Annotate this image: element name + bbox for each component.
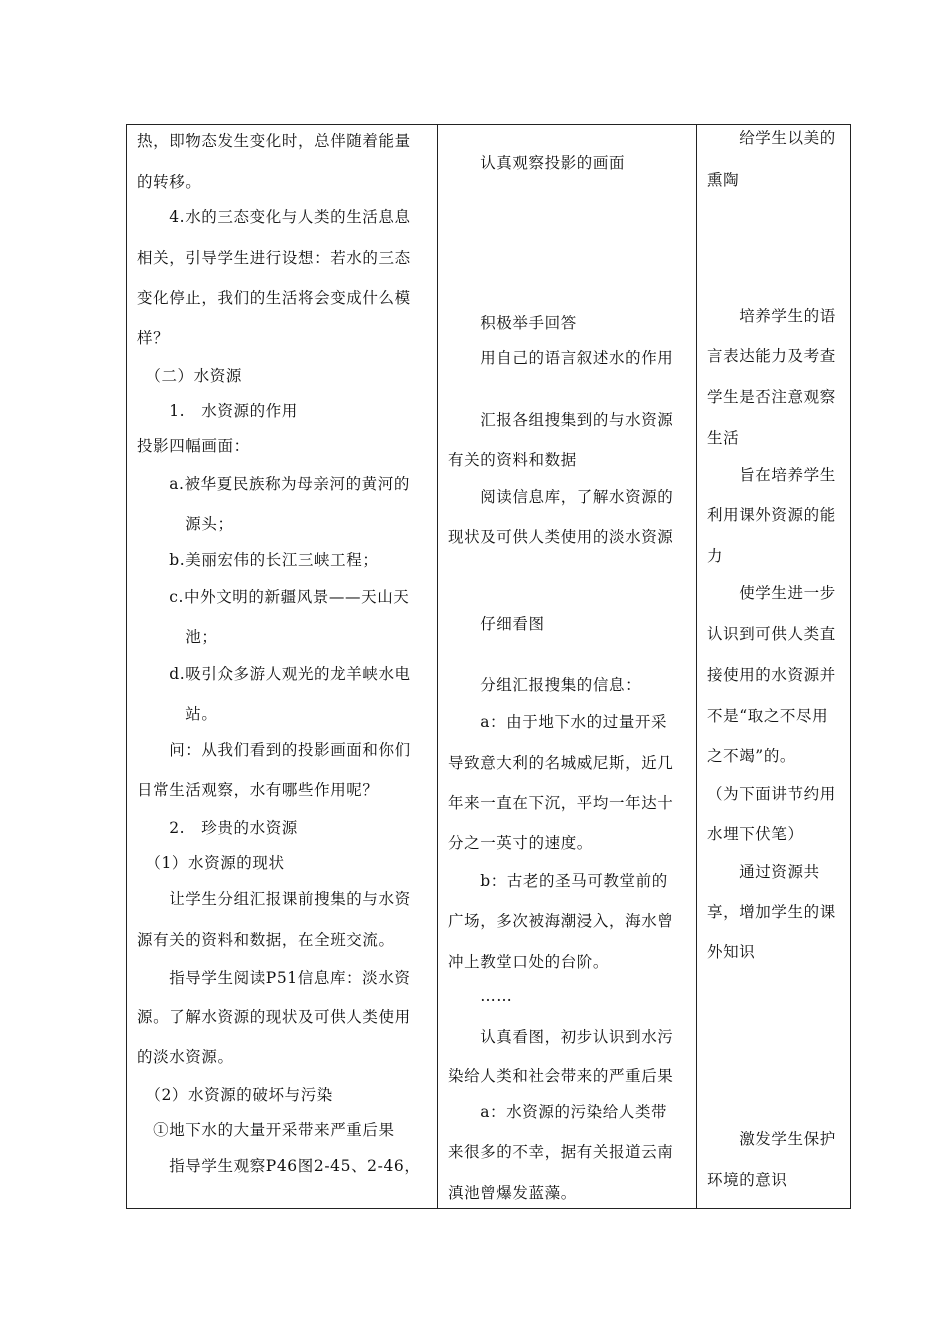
text-line: 问：从我们看到的投影画面和你们 [137,741,411,759]
text-line: 学生是否注意观察 [707,388,836,406]
text-line: b：古老的圣马可教堂前的 [448,872,668,890]
text-line: 指导学生观察P46图2-45、2-46， [137,1157,421,1175]
text-line: 阅读信息库，了解水资源的 [448,488,674,506]
text-line: 享，增加学生的课 [707,903,836,921]
teacher-activity-cell [127,125,438,1209]
text-line: 认真观察投影的画面 [448,154,626,172]
design-intent-cell [697,125,851,1209]
ellipsis-text: …… [448,987,513,1005]
lesson-plan-table [126,124,851,1209]
text-line: 认识到可供人类直 [707,625,836,643]
text-line: 力 [707,547,724,565]
student-activity-cell [438,125,697,1209]
text-line: 仔细看图 [448,615,545,633]
text-line: 热，即物态发生变化时，总伴随着能量 [137,132,411,150]
text-line: 旨在培养学生 [707,466,836,484]
text-line: ①地下水的大量开采带来严重后果 [137,1121,395,1139]
text-line: 冲上教堂口处的台阶。 [448,953,610,971]
list-item: a.被华夏民族称为母亲河的黄河的 [137,475,410,493]
text-line: 汇报各组搜集到的与水资源 [448,411,674,429]
text-line: 通过资源共 [707,863,820,881]
text-line: 染给人类和社会带来的严重后果 [448,1067,674,1085]
text-line: 的淡水资源。 [137,1048,234,1066]
text-line: 使学生进一步 [707,584,836,602]
list-item: 池； [137,628,218,646]
text-line: 投影四幅画面： [137,437,250,455]
subsection-heading: （2）水资源的破坏与污染 [137,1086,333,1104]
text-line: 用自己的语言叙述水的作用 [448,349,674,367]
section-heading: （二）水资源 [137,367,242,385]
text-line: a：水资源的污染给人类带 [448,1103,668,1121]
text-line: 激发学生保护 [707,1130,836,1148]
text-line: 培养学生的语 [707,307,836,325]
list-item: 源头； [137,515,234,533]
text-line: 现状及可供人类使用的淡水资源 [448,528,674,546]
text-line: 源。了解水资源的现状及可供人类使用 [137,1008,411,1026]
text-line: 外知识 [707,943,756,961]
list-item: d.吸引众多游人观光的龙羊峡水电 [137,665,411,683]
text-line: 熏陶 [707,171,740,189]
text-line: 指导学生阅读P51信息库：淡水资 [137,969,411,987]
text-line: 之不竭”的。 [707,747,797,765]
table-row [127,125,851,1209]
list-item: c.中外文明的新疆风景——天山天 [137,588,410,606]
text-line: 的转移。 [137,173,202,191]
text-line: 给学生以美的 [707,129,836,147]
list-item: b.美丽宏伟的长江三峡工程； [137,551,379,569]
text-line: 环境的意识 [707,1171,788,1189]
text-line: 不是“取之不尽用 [707,707,829,725]
text-line: 生活 [707,429,740,447]
text-line: 变化停止，我们的生活将会变成什么模 [137,289,411,307]
text-line: 导致意大利的名城威尼斯，近几 [448,754,674,772]
subsection-heading: （1）水资源的现状 [137,854,285,872]
text-line: 言表达能力及考查 [707,347,836,365]
subsection-heading: 1. 水资源的作用 [137,402,298,420]
text-line: 滇池曾爆发蓝藻。 [448,1184,577,1202]
text-line: 利用课外资源的能 [707,506,836,524]
text-line: 来很多的不幸，据有关报道云南 [448,1143,674,1161]
text-line: 4.水的三态变化与人类的生活息息 [137,208,411,226]
text-line: 认真看图，初步认识到水污 [448,1028,674,1046]
subsection-heading: 2. 珍贵的水资源 [137,819,298,837]
text-line: 日常生活观察，水有哪些作用呢？ [137,781,379,799]
text-line: 分之一英寸的速度。 [448,834,593,852]
text-line: 积极举手回答 [448,314,577,332]
text-line: 相关，引导学生进行设想：若水的三态 [137,249,411,267]
text-line: 分组汇报搜集的信息： [448,676,642,694]
text-line: a：由于地下水的过量开采 [448,713,668,731]
text-line: 水埋下伏笔） [707,825,804,843]
text-line: 源有关的资料和数据，在全班交流。 [137,931,395,949]
text-line: 样？ [137,329,170,347]
text-line: 接使用的水资源并 [707,666,836,684]
text-line: 让学生分组汇报课前搜集的与水资 [137,890,411,908]
text-line: （为下面讲节约用 [707,785,836,803]
text-line: 有关的资料和数据 [448,451,577,469]
list-item: 站。 [137,705,218,723]
text-line: 年来一直在下沉，平均一年达十 [448,794,674,812]
text-line: 广场，多次被海潮浸入，海水曾 [448,912,674,930]
